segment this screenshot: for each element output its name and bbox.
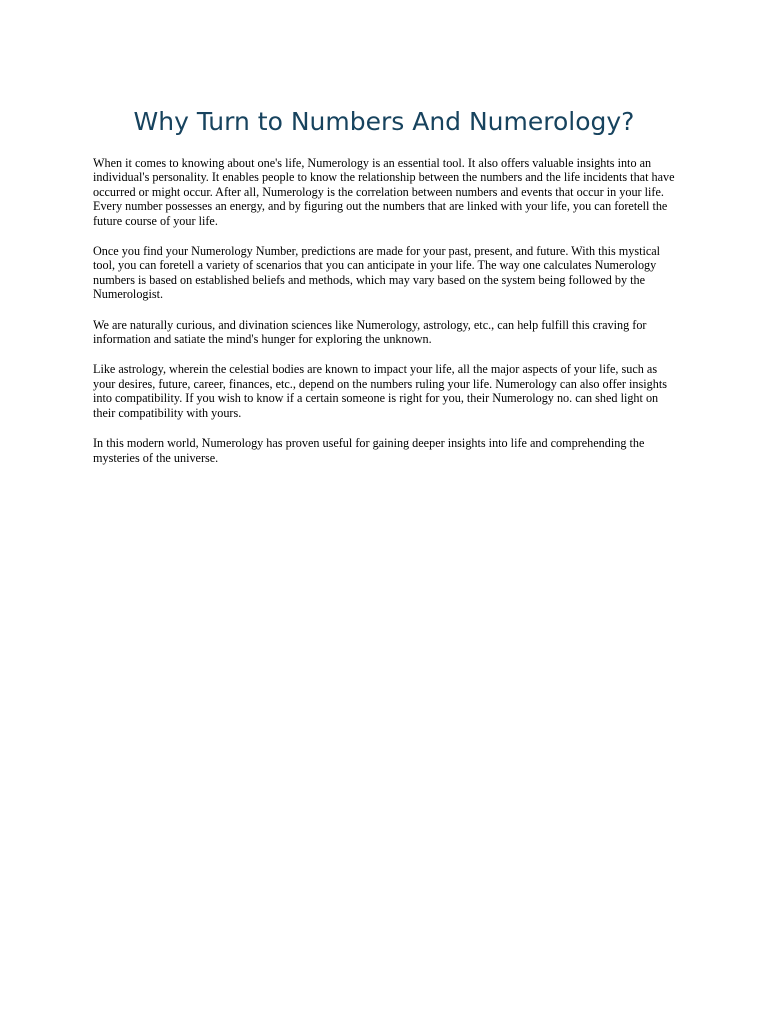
article-body bbox=[93, 156, 677, 481]
paragraph-3: We are naturally curious, and divination sciences like Numerology, astrology, etc., can help fulfill this craving for information and satiate the mind's hunger for exploring the unknown. bbox=[93, 317, 647, 347]
paragraph-4: Like astrology, wherein the celestial bodies are known to impact your life, all the major aspects of your life, such as your desires, future, career, finances, etc., depend on the numbers ruling your life. Numerology can also offer insights into compatibility. If you wish to know if a certain someone is right for you, their Numerology no. can shed light on their compatibility with yours. bbox=[93, 362, 667, 420]
paragraph-2: Once you find your Numerology Number, predictions are made for your past, present, and future. With this mystical tool, you can foretell a variety of scenarios that you can anticipate in your life. The way one calculates Numerology numbers is based on established beliefs and methods, which may vary based on the system being followed by the Numerologist. bbox=[93, 244, 661, 302]
paragraph-1: When it comes to knowing about one's life, Numerology is an essential tool. It also offers valuable insights into an individual's personality. It enables people to know the relationship between the numbers and the life incidents that have occurred or might occur. After all, Numerology is the correlation between numbers and events that occur in your life. Every number possesses an energy, and by figuring out the numbers that are linked with your life, you can foretell the future course of your life. bbox=[93, 156, 675, 228]
page-title: Why Turn to Numbers And Numerology? bbox=[133, 107, 635, 136]
paragraph-5: In this modern world, Numerology has proven useful for gaining deeper insights into life and comprehending the mysteries of the universe. bbox=[93, 436, 645, 465]
